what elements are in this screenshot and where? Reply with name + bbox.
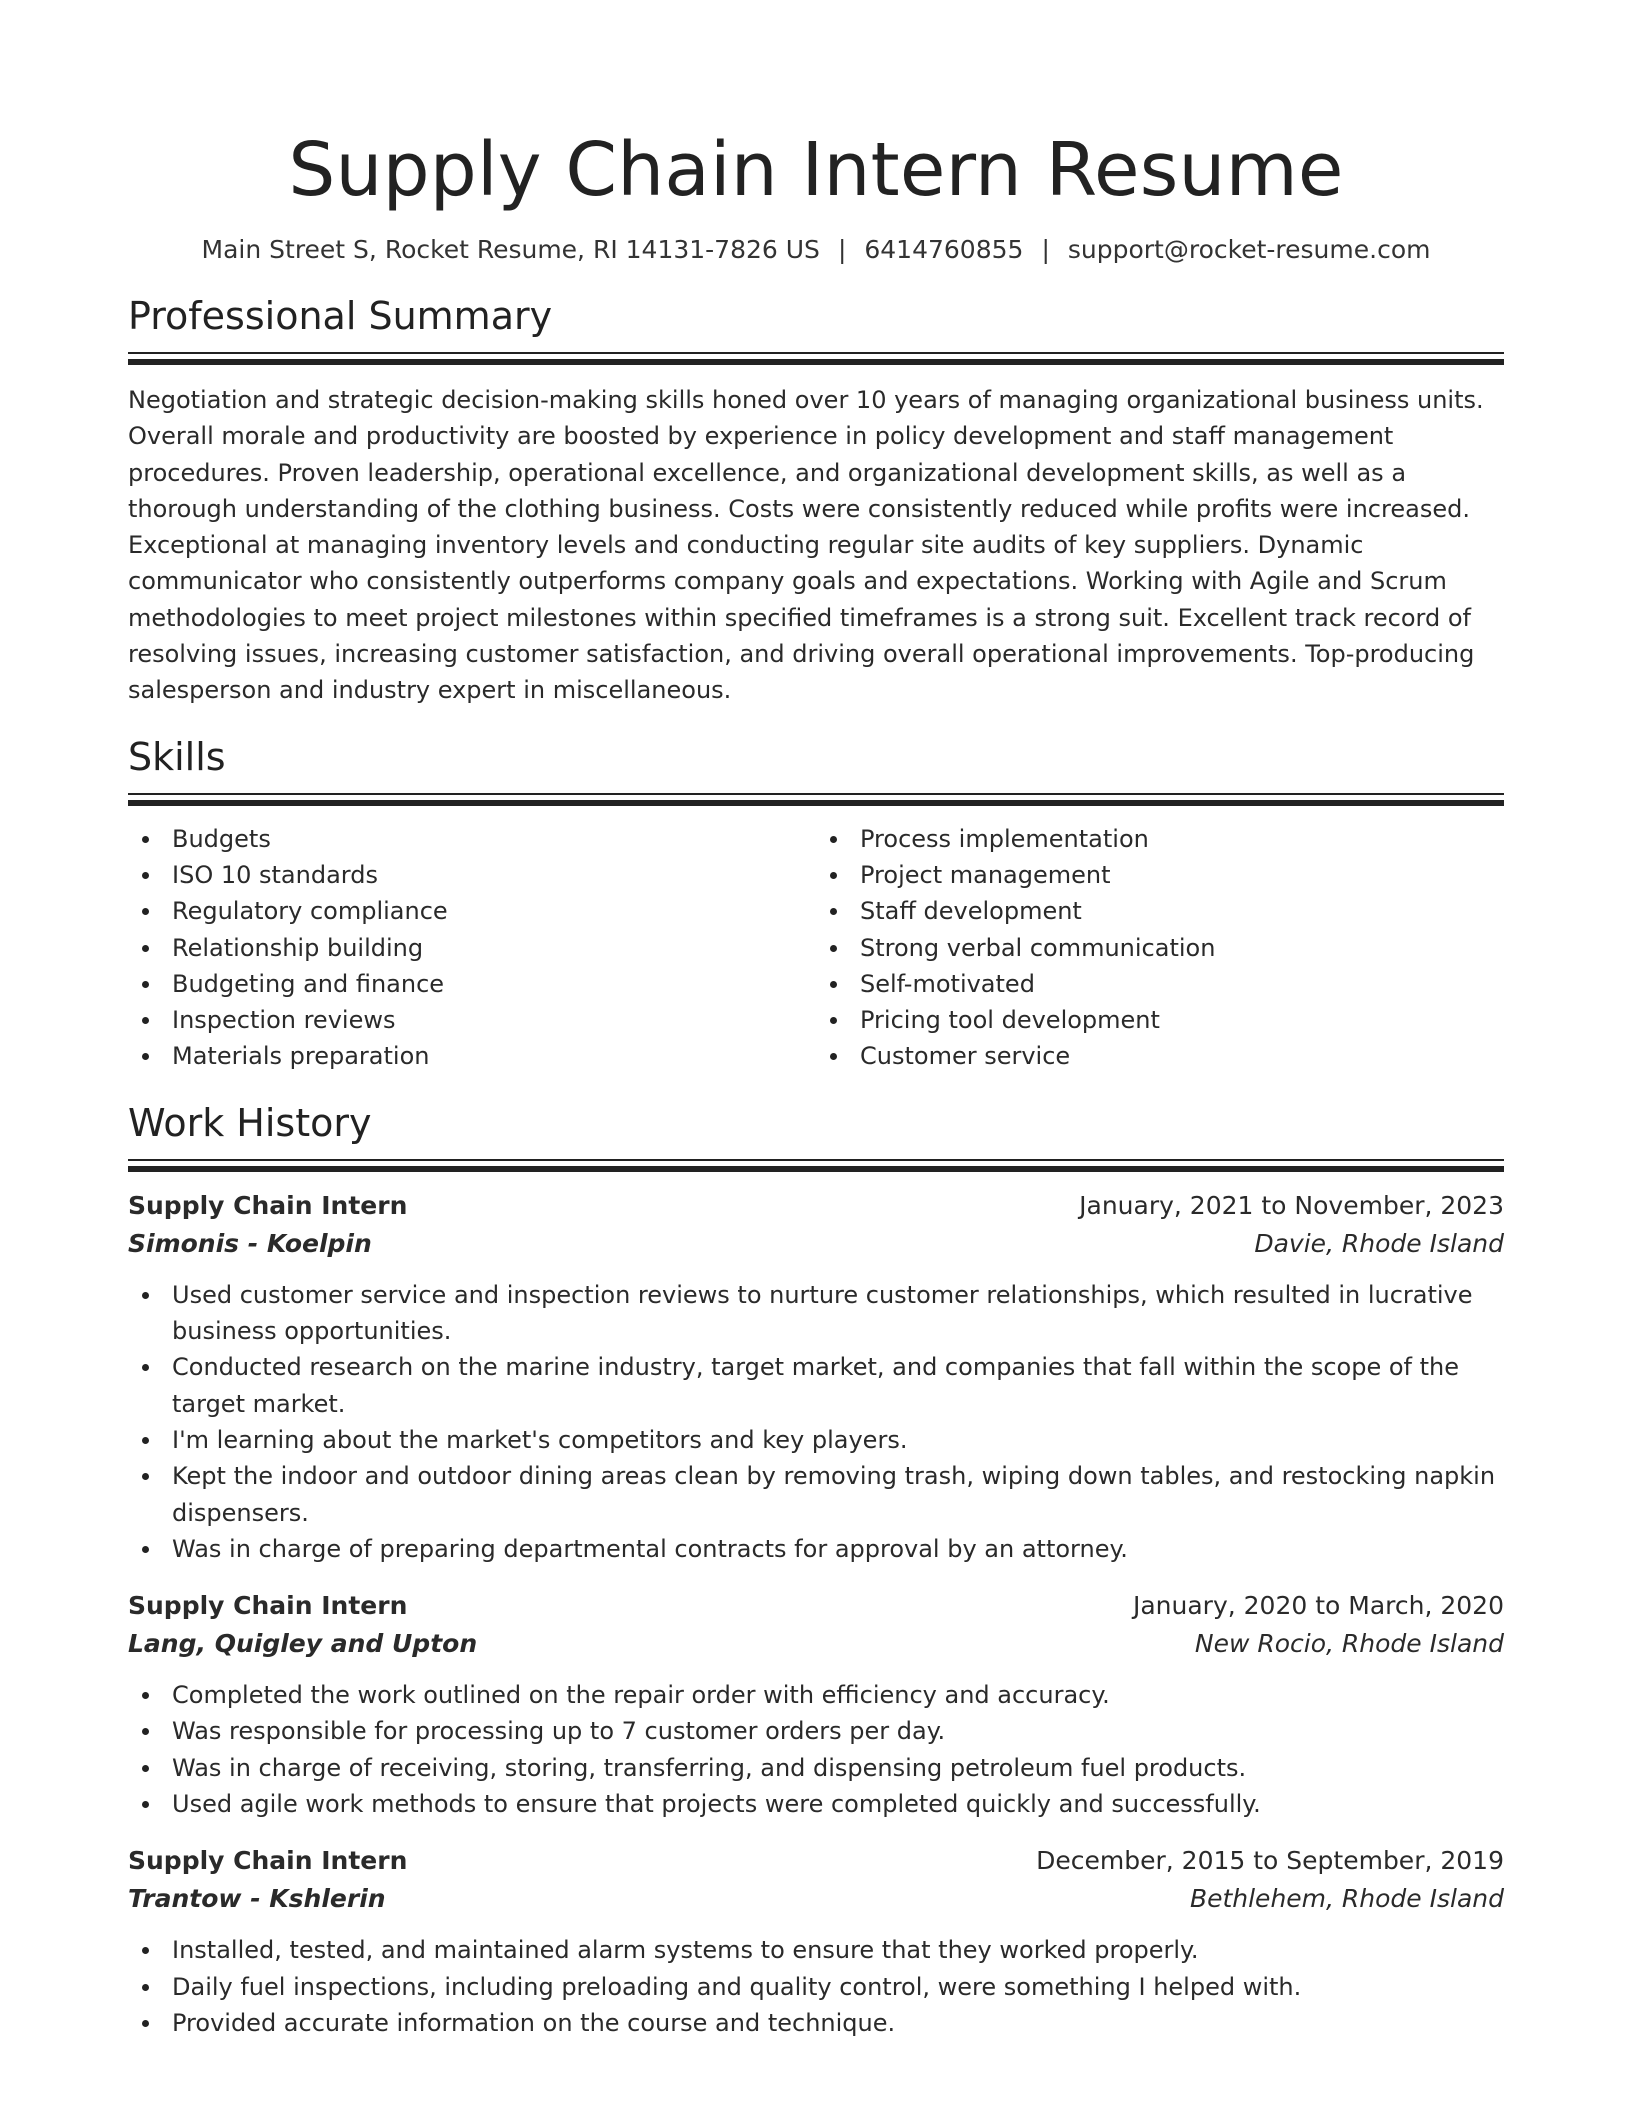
divider-thin-line	[128, 1159, 1504, 1161]
skills-column-right	[816, 821, 1504, 1075]
job-dates: December, 2015 to September, 2019	[1036, 1846, 1504, 1876]
job-company: Simonis - Koelpin	[128, 1228, 372, 1258]
job-title: Supply Chain Intern	[128, 1190, 408, 1220]
section-divider	[128, 352, 1504, 366]
job-bullets	[128, 1277, 1504, 1567]
skill-item: Strong verbal communication	[816, 930, 1504, 966]
job-bullet: Installed, tested, and maintained alarm systems to ensure that they worked properly.	[128, 1932, 1504, 1968]
divider-thin-line	[128, 793, 1504, 795]
job-bullets	[128, 1932, 1504, 2041]
section-divider	[128, 793, 1504, 807]
job-bullets	[128, 1677, 1504, 1822]
skill-item: Project management	[816, 857, 1504, 893]
section-divider	[128, 1159, 1504, 1173]
job-bullet: Provided accurate information on the course and technique.	[128, 2005, 1504, 2041]
skill-item: ISO 10 standards	[128, 857, 816, 893]
contact-phone: 6414760855	[864, 235, 1024, 264]
contact-separator: |	[837, 235, 847, 264]
job-entry	[128, 1587, 1504, 1822]
job-bullet: Kept the indoor and outdoor dining areas clean by removing trash, wiping down tables, and restocking napkin dispensers.	[128, 1458, 1504, 1531]
skills-list	[128, 821, 1504, 1075]
skills-heading: Skills	[128, 734, 226, 779]
job-bullet: Completed the work outlined on the repair order with efficiency and accuracy.	[128, 1677, 1504, 1713]
skill-item: Inspection reviews	[128, 1002, 816, 1038]
job-title: Supply Chain Intern	[128, 1846, 408, 1876]
job-dates: January, 2021 to November, 2023	[1079, 1190, 1504, 1220]
work-history-heading: Work History	[128, 1100, 372, 1145]
job-header-row	[128, 1842, 1504, 1880]
job-bullet: Was in charge of preparing departmental contracts for approval by an attorney.	[128, 1531, 1504, 1567]
job-company-row	[128, 1625, 1504, 1663]
resume-page	[128, 0, 1504, 2041]
job-bullet: Used agile work methods to ensure that projects were completed quickly and successfully.	[128, 1786, 1504, 1822]
resume-title: Supply Chain Intern Resume	[288, 127, 1344, 213]
skill-item: Budgets	[128, 821, 816, 857]
job-bullet: Daily fuel inspections, including preloading and quality control, were something I helped with.	[128, 1969, 1504, 2005]
divider-thick-line	[128, 1166, 1504, 1172]
job-bullet: I'm learning about the market's competitors and key players.	[128, 1422, 1504, 1458]
job-bullet: Was in charge of receiving, storing, transferring, and dispensing petroleum fuel products.	[128, 1750, 1504, 1786]
skill-item: Self-motivated	[816, 966, 1504, 1002]
skill-item: Process implementation	[816, 821, 1504, 857]
job-dates: January, 2020 to March, 2020	[1132, 1591, 1504, 1621]
job-company-row	[128, 1880, 1504, 1918]
job-header-row	[128, 1187, 1504, 1225]
skill-item: Customer service	[816, 1038, 1504, 1074]
divider-thick-line	[128, 359, 1504, 365]
summary-heading: Professional Summary	[128, 294, 553, 338]
job-entry	[128, 1187, 1504, 1567]
summary-section	[128, 292, 1504, 709]
job-title: Supply Chain Intern	[128, 1591, 408, 1621]
job-location: New Rocio, Rhode Island	[1194, 1629, 1504, 1659]
contact-line	[128, 234, 1504, 266]
skill-item: Materials preparation	[128, 1038, 816, 1074]
summary-text: Negotiation and strategic decision-making skills honed over 10 years of managing organizational business units. Overall morale and productivity are boosted by experience in policy development and staff management procedures. Proven leadership, operational excellence, and organizational development skills, as well as a thorough understanding of the clothing business. Costs were consistently reduced while profits were increased. Exceptional at managing inventory levels and conducting regular site audits of key suppliers. Dynamic communicator who consistently outperforms company goals and expectations. Working with Agile and Scrum methodologies to meet project milestones within specified timeframes is a strong suit. Excellent track record of resolving issues, increasing customer satisfaction, and driving overall operational improvements. Top-producing salesperson and industry expert in miscellaneous.	[128, 386, 1484, 705]
skills-column-left	[128, 821, 816, 1075]
skill-item: Budgeting and finance	[128, 966, 816, 1002]
job-location: Davie, Rhode Island	[1254, 1228, 1504, 1258]
job-company: Trantow - Kshlerin	[128, 1884, 386, 1914]
divider-thick-line	[128, 800, 1504, 806]
skill-item: Staff development	[816, 893, 1504, 929]
job-header-row	[128, 1587, 1504, 1625]
skill-item: Regulatory compliance	[128, 893, 816, 929]
job-bullet: Conducted research on the marine industry, target market, and companies that fall within the scope of the target market.	[128, 1349, 1504, 1422]
job-company: Lang, Quigley and Upton	[128, 1629, 478, 1659]
job-entry	[128, 1842, 1504, 2041]
work-history-section	[128, 1099, 1504, 2041]
contact-separator: |	[1041, 235, 1050, 264]
skill-item: Pricing tool development	[816, 1002, 1504, 1038]
divider-thin-line	[128, 352, 1504, 354]
skill-item: Relationship building	[128, 930, 816, 966]
skills-section	[128, 733, 1504, 1075]
job-bullet: Was responsible for processing up to 7 customer orders per day.	[128, 1713, 1504, 1749]
job-company-row	[128, 1225, 1504, 1263]
job-location: Bethlehem, Rhode Island	[1189, 1884, 1504, 1914]
contact-address: Main Street S, Rocket Resume, RI 14131-7826 US	[201, 235, 820, 264]
contact-email: support@rocket-resume.com	[1067, 235, 1431, 264]
job-bullet: Used customer service and inspection reviews to nurture customer relationships, which resulted in lucrative business opportunities.	[128, 1277, 1504, 1350]
